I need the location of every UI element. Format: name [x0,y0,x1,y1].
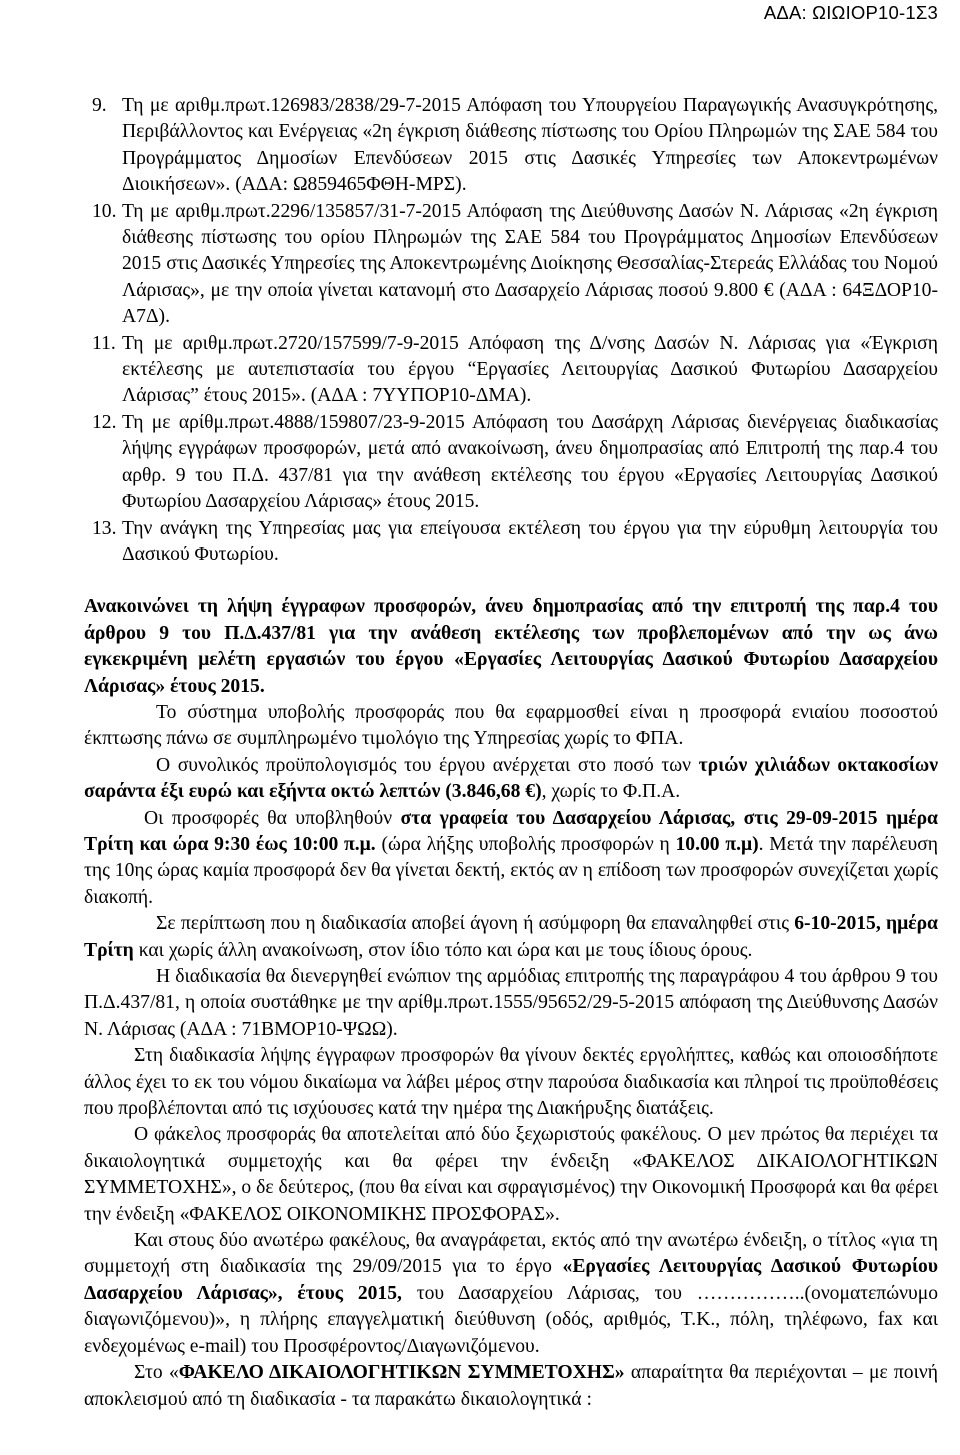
list-item-12 [92,410,938,516]
list-number: 13. [92,517,117,539]
offers-text-2: (ώρα λήξης υποβολής προσφορών η [375,833,676,855]
list-text: Τη με αριθμ.πρωτ.2296/135857/31-7-2015 Απόφαση της Διεύθυνσης Δασών Ν. Λάρισας «2η έγκριση διάθεσης πίστωσης του ορίου Πληρωμών της ΣΑΕ 584 του Προγράμματος Δημοσίων Επενδύσεων 2015 στις Δασικές Υπηρεσίες της Αποκεντρωμένης Διοίκησης Θεσσαλίας-Στερεάς Ελλάδας του Νομού Λάρισας», με την οποία γίνεται κατανομή στο Δασαρχείο Λάρισας ποσού 9.800 € (ΑΔΑ : 64ΞΔΟΡ10-Α7Δ). [122,200,938,328]
offers-text-3: . Μετά την παρέλευση της 10ης ώρας καμία προσφορά δεν θα γίνεται δεκτή, εκτός αν η επίδοση των προσφορών συνεχίζεται χωρίς διακοπή. [84,833,939,908]
list-number: 12. [92,411,117,433]
list-text: Τη με αριθμ.πρωτ.2720/157599/7-9-2015 Απόφαση της Δ/νσης Δασών Ν. Λάρισας για «Έγκριση εκτέλεσης με αυτεπιστασία του έργου “Εργασίες Λειτουργίας Δασικού Φυτωρίου Δασαρχείου Λάρισας” έτους 2015». (ΑΔΑ : 7ΥΥΠΟΡ10-ΔΜΑ). [122,332,938,407]
paragraph-repeat [84,911,938,964]
list-text: Τη με αρίθμ.πρωτ.4888/159807/23-9-2015 Απόφαση του Δασάρχη Λάρισας διενέργειας διαδικασίας λήψης εγγράφων προσφορών, μετά από ανακοίνωση, άνευ δημοπρασίας από Επιτροπή της παρ.4 του αρθρ. 9 του Π.Δ. 437/81 για την ανάθεση εκτέλεσης του έργου «Εργασίες Λειτουργίας Δασικού Φυτωρίου Δασαρχείου Λάρισας» έτους 2015. [122,411,938,513]
budget-text-end: , χωρίς το Φ.Π.Α. [541,781,681,803]
both-text-end: του Δασαρχείου Λάρισας, του ……………..(ονοματεπώνυμο διαγωνιζόμενου)», η πλήρης επαγγελματική διεύθυνση (οδός, αριθμός, Τ.Κ., πόλη, τηλέφωνο, fax και ενδεχομένως e-mail) του Προσφέροντος/Διαγωνιζόμενου. [84,1282,939,1357]
list-number: 10. [92,200,117,222]
paragraph-committee: Η διαδικασία θα διενεργηθεί ενώπιον της αρμόδιας επιτροπής της παραγράφου 4 του άρθρου 9 του Π.Δ.437/81, η οποία συστάθηκε με την αρίθμ.πρωτ.1555/95652/29-5-2015 απόφαση της Διεύθυνσης Δασών Ν. Λάρισας (ΑΔΑ : 71ΒΜΟΡ10-ΨΩΩ). [84,966,938,1040]
announcement-heading: Ανακοινώνει τη λήψη έγγραφων προσφορών, άνευ δημοπρασίας από την επιτροπή της παρ.4 του άρθρου 9 του Π.Δ.437/81 για την ανάθεση εκτέλεσης των προβλεπομένων από την ως άνω εγκεκριμένη μελέτη εργασιών του έργου «Εργασίες Λειτουργίας Δασικού Φυτωρίου Δασαρχείου Λάρισας» έτους 2015. [84,596,938,697]
list-text: Την ανάγκη της Υπηρεσίας μας για επείγουσα εκτέλεση του έργου για την εύρυθμη λειτουργία του Δασικού Φυτωρίου. [122,517,938,565]
offers-text: Οι προσφορές θα υποβληθούν [144,807,401,829]
budget-text: Ο συνολικός προϋπολογισμός του έργου ανέρχεται στο ποσό των [156,754,699,776]
repeat-text-end: και χωρίς άλλη ανακοίνωση, στον ίδιο τόπο και ώρα και με τους ίδιους όρους. [133,939,753,961]
spacer [92,568,938,594]
paragraph-folder: Ο φάκελος προσφοράς θα αποτελείται από δύο ξεχωριστούς φακέλους. Ο μεν πρώτος θα περιέχει τα δικαιολογητικά συμμετοχής και θα φέρει την ένδειξη «ΦΑΚΕΛΟΣ ΔΙΚΑΙΟΛΟΓΗΤΙΚΩΝ ΣΥΜΜΕΤΟΧΗΣ», ο δε δεύτερος, (που θα είναι και σφραγισμένος) την Οικονομική Προσφορά και θα φέρει την ένδειξη «ΦΑΚΕΛΟΣ ΟΙΚΟΝΟΜΙΚΗΣ ΠΡΟΣΦΟΡΑΣ». [84,1124,938,1225]
paragraph-budget [84,753,938,806]
ada-header: ΑΔΑ: ΩΙΩΙΟΡ10-1Σ3 [763,2,938,23]
list-text: Τη με αριθμ.πρωτ.126983/2838/29-7-2015 Απόφαση του Υπουργείου Παραγωγικής Ανασυγκρότησης, Περιβάλλοντος και Ενέργειας «2η έγκριση διάθεσης πίστωσης του Ορίου Πληρωμών της ΣΑΕ 584 του Προγράμματος Δημοσίων Επενδύσεων 2015 στις Δασικές Υπηρεσίες των Αποκεντρωμένων Διοικήσεων». (ΑΔΑ: Ω859465ΦΘΗ-ΜΡΣ). [122,95,938,196]
list-item-13 [92,516,938,569]
offers-deadline: 10.00 π.μ) [675,833,759,855]
repeat-date: 6-10-2015, ημέρα Τρίτη [84,913,938,961]
list-item-11 [92,331,938,410]
list-number: 11. [92,332,116,354]
last-folder-name: ΦΑΚΕΛΟ ΔΙΚΑΙΟΛΟΓΗΤΙΚΩΝ ΣΥΜΜΕΤΟΧΗΣ» [178,1362,625,1384]
budget-amount: τριών χιλιάδων οκτακοσίων σαράντα έξι ευρώ και εξήντα οκτώ λεπτών (3.846,68 €) [84,754,938,803]
paragraph-both-folders [84,1228,938,1360]
paragraph-system: Το σύστημα υποβολής προσφοράς που θα εφαρμοσθεί είναι η προσφορά ενιαίου ποσοστού έκπτωσης πάνω σε συμπληρωμένο τιμολόγιο της Υπηρεσίας χωρίς το ΦΠΑ. [84,701,938,750]
paragraph-offers [84,806,938,912]
offers-place-time: στα γραφεία του Δασαρχείου Λάρισας, στις 29-09-2015 ημέρα Τρίτη και ώρα 9:30 έως 10:00 π.μ. [84,807,938,855]
last-text: Στο « [134,1362,179,1384]
both-project-title: «Εργασίες Λειτουργίας Δασικού Φυτωρίου Δασαρχείου Λάρισας», έτους 2015, [84,1256,939,1304]
list-number: 9. [92,95,107,116]
last-text-end: απαραίτητα θα περιέχονται – με ποινή αποκλεισμού από τη διαδικασία - τα παρακάτω δικαιολογητικά : [84,1362,938,1410]
paragraph-participation: Στη διαδικασία λήψης έγγραφων προσφορών θα γίνουν δεκτές εργολήπτες, καθώς και οποιοσδήποτε άλλος έχει το εκ του νόμου δικαίωμα να λάβει μέρος στην παρούσα διαδικασία και πληροί τις προϋποθέσεις που προβλέπονται από τις ισχύουσες κατά την ημέρα της Διακήρυξης διατάξεις. [84,1045,938,1120]
list-item-10 [92,199,938,331]
document-body [84,93,939,1413]
repeat-text: Σε περίπτωση που η διαδικασία αποβεί άγονη ή ασύμφορη θα επαναληφθεί στις [156,913,795,935]
both-text: Και στους δύο ανωτέρω φακέλους, θα αναγράφεται, εκτός από την ανωτέρω ένδειξη, ο τίτλος «για τη συμμετοχή στη διαδικασία της 29/09/2015 για το έργο [84,1230,938,1278]
list-item-9 [92,93,938,199]
paragraph-last [84,1360,938,1413]
